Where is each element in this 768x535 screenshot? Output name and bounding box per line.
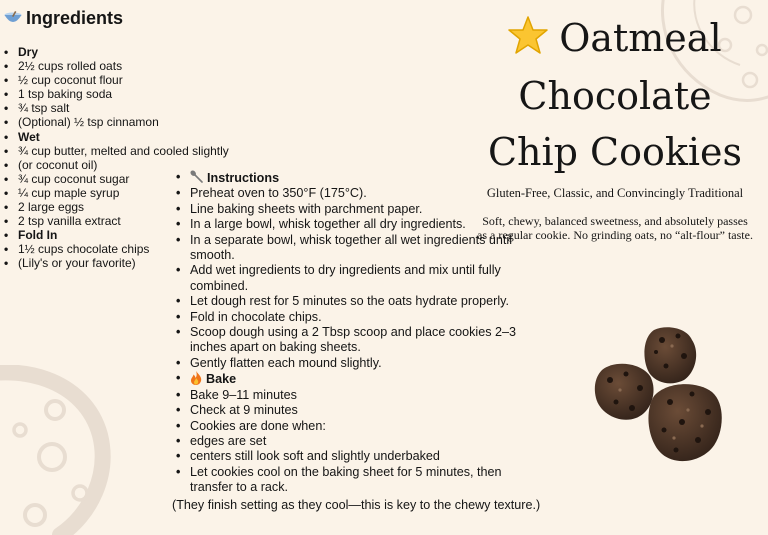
bowl-icon [4, 8, 22, 29]
bake-step: • edges are set [172, 434, 542, 449]
ingredient-item: • 1 tsp baking soda [0, 87, 229, 101]
bake-step: • Check at 9 minutes [172, 403, 542, 418]
bake-step: • Cookies are done when: [172, 419, 542, 434]
recipe-subtitle: Gluten-Free, Classic, and Convincingly Traditional [486, 186, 744, 200]
title-line-3: Chip Cookies [487, 130, 743, 174]
ingredient-item: • ¼ cup maple syrup [0, 186, 229, 200]
instruction-step: • In a separate bowl, whisk together all wet ingredients until smooth. [172, 233, 542, 264]
ingredient-item: • (Optional) ½ tsp cinnamon [0, 115, 229, 129]
recipe-title [470, 10, 760, 180]
instruction-step: • Scoop dough using a 2 Tbsp scoop and place cookies 2–3 inches apart on baking sheets. [172, 325, 542, 356]
cookie-left [595, 364, 654, 420]
ingredient-item: • ¾ tsp salt [0, 101, 229, 115]
ingredient-item: • ¾ cup butter, melted and cooled slightly [0, 144, 229, 158]
ingredient-group-wet: • Wet [0, 130, 229, 144]
bake-step: • centers still look soft and slightly underbaked [172, 449, 542, 464]
instructions-heading-text: Instructions [207, 171, 280, 185]
title-line-1: Oatmeal [559, 16, 722, 60]
cookie-top [644, 327, 696, 383]
ingredient-item: • 2 tsp vanilla extract [0, 214, 229, 228]
bake-heading-text: Bake [206, 372, 237, 387]
ingredient-group-fold-in: • Fold In [0, 228, 229, 242]
instruction-step: • Line baking sheets with parchment paper. [172, 202, 542, 217]
ingredient-item: • 2 large eggs [0, 200, 229, 214]
spoon-icon [190, 170, 203, 186]
instruction-step: • Preheat oven to 350°F (175°C). [172, 186, 542, 201]
cookie-outline-decoration [0, 365, 130, 535]
bake-step: • Bake 9–11 minutes [172, 388, 542, 403]
instruction-step: • Gently flatten each mound slightly. [172, 356, 542, 371]
star-icon [508, 20, 559, 60]
ingredient-item: • ¾ cup coconut sugar [0, 172, 229, 186]
title-block [470, 10, 760, 242]
ingredient-item: • (or coconut oil) [0, 158, 229, 172]
instruction-step: • Add wet ingredients to dry ingredients and mix until fully combined. [172, 263, 542, 294]
ingredients-heading-text: Ingredients [26, 8, 124, 28]
instruction-step: • Fold in chocolate chips. [172, 310, 542, 325]
ingredients-heading [4, 8, 123, 29]
ingredient-item: • 2½ cups rolled oats [0, 59, 229, 73]
ingredient-item: • 1½ cups chocolate chips [0, 242, 229, 256]
title-line-2: Chocolate [518, 74, 712, 118]
fire-icon [190, 371, 202, 387]
recipe-tagline: Soft, chewy, balanced sweetness, and absolutely passes as a regular cookie. No grinding oats, no “alt-flour” taste. [477, 214, 753, 242]
bake-note: (They finish setting as they cool—this is key to the chewy texture.) [172, 497, 541, 512]
instruction-step: • Let dough rest for 5 minutes so the oats hydrate properly. [172, 294, 542, 309]
bake-heading [172, 371, 542, 387]
instruction-step: • In a large bowl, whisk together all dry ingredients. [172, 217, 542, 232]
ingredient-item: • (Lily's or your favorite) [0, 256, 229, 270]
cookies-image [592, 322, 728, 472]
bake-step: • Let cookies cool on the baking sheet for 5 minutes, then transfer to a rack. [172, 465, 542, 496]
cookie-right [648, 384, 721, 461]
ingredient-item: • ½ cup coconut flour [0, 73, 229, 87]
ingredient-group-dry: • Dry [0, 45, 229, 59]
